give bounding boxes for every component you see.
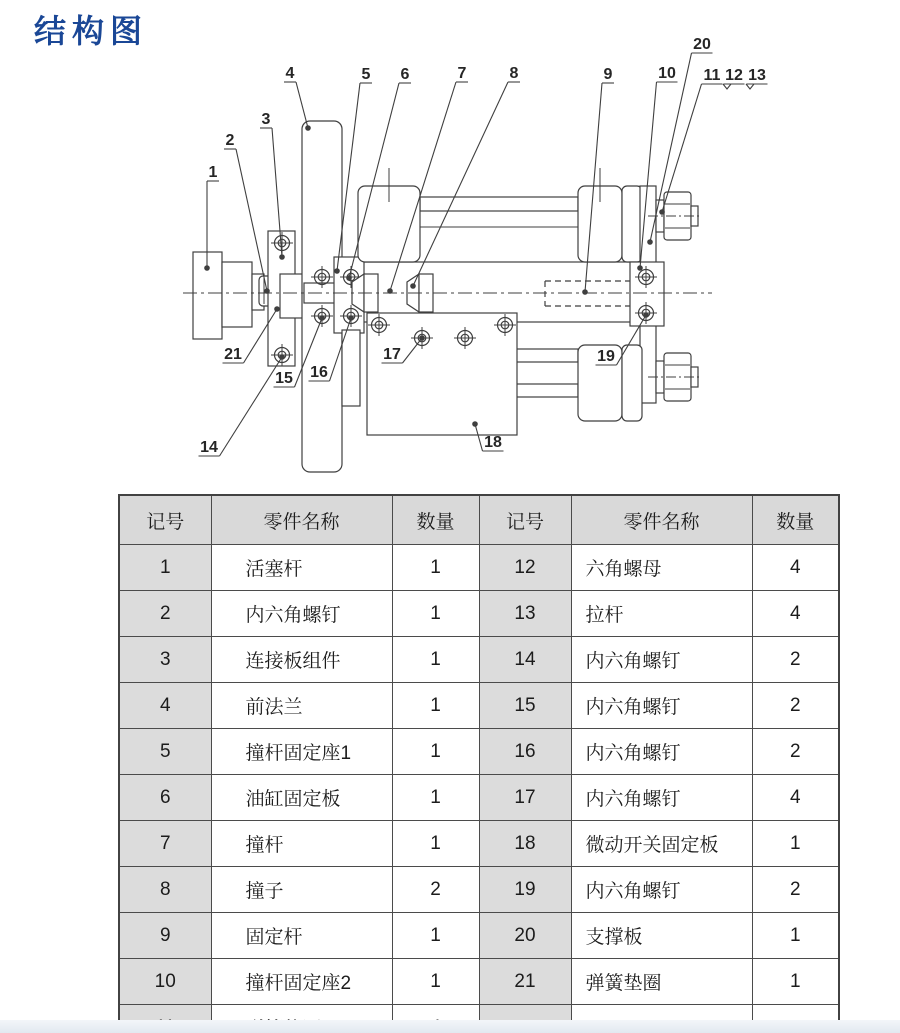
parts-table-header-row bbox=[119, 495, 839, 545]
piston-rod-step bbox=[222, 262, 252, 327]
cell-part-name: 撞杆固定座1 bbox=[211, 729, 392, 775]
column-header-quantity: 数量 bbox=[752, 495, 839, 545]
cell-part-name: 弹簧垫圈 bbox=[571, 959, 752, 1005]
callout-dot bbox=[319, 315, 325, 321]
callout-dot bbox=[647, 239, 653, 245]
callout-number-16: 16 bbox=[310, 364, 328, 381]
cell-quantity: 1 bbox=[752, 959, 839, 1005]
callout-number-9: 9 bbox=[603, 66, 613, 83]
callout-number-10: 10 bbox=[658, 65, 676, 82]
cell-part-name: 固定杆 bbox=[211, 913, 392, 959]
callout-number-2: 2 bbox=[225, 132, 235, 149]
cell-quantity: 4 bbox=[752, 545, 839, 591]
callout-dot bbox=[264, 288, 270, 294]
callout-dot bbox=[582, 289, 588, 295]
callout-number-19: 19 bbox=[597, 348, 615, 365]
callout-number-20: 20 bbox=[693, 36, 711, 53]
column-header-mark: 记号 bbox=[119, 495, 211, 545]
callout-dot bbox=[387, 288, 393, 294]
cell-part-name: 内六角螺钉 bbox=[571, 637, 752, 683]
structure-diagram bbox=[0, 0, 900, 490]
callout-number-13: 13 bbox=[748, 67, 766, 84]
switch-plate bbox=[367, 313, 517, 435]
cell-quantity: 1 bbox=[392, 913, 479, 959]
callout-dot bbox=[274, 306, 280, 312]
callout-dot bbox=[204, 265, 210, 271]
assembly-drawing bbox=[183, 84, 754, 472]
part-row bbox=[119, 591, 839, 637]
callout-number-4: 4 bbox=[285, 65, 295, 82]
callout-number-18: 18 bbox=[484, 434, 502, 451]
part-row bbox=[119, 683, 839, 729]
cell-quantity: 2 bbox=[752, 867, 839, 913]
part-row bbox=[119, 545, 839, 591]
callout-dot bbox=[305, 125, 311, 131]
cell-mark: 15 bbox=[479, 683, 571, 729]
cell-quantity: 1 bbox=[752, 821, 839, 867]
cell-quantity: 4 bbox=[752, 775, 839, 821]
part-row bbox=[119, 959, 839, 1005]
cell-mark: 3 bbox=[119, 637, 211, 683]
hub-block bbox=[280, 274, 304, 318]
parts-table-body bbox=[119, 545, 839, 1033]
column-header-mark: 记号 bbox=[479, 495, 571, 545]
cell-mark: 2 bbox=[119, 591, 211, 637]
cell-mark: 8 bbox=[119, 867, 211, 913]
callout-dot bbox=[643, 312, 649, 318]
cell-mark: 5 bbox=[119, 729, 211, 775]
cell-part-name: 内六角螺钉 bbox=[571, 683, 752, 729]
cell-quantity: 1 bbox=[392, 821, 479, 867]
cell-part-name: 油缸固定板 bbox=[211, 775, 392, 821]
callout-number-7: 7 bbox=[457, 65, 467, 82]
part-row bbox=[119, 775, 839, 821]
callout-number-1: 1 bbox=[208, 164, 218, 181]
end-block-top bbox=[622, 186, 642, 262]
part-row bbox=[119, 867, 839, 913]
callout-dot bbox=[334, 268, 340, 274]
callout-bracket bbox=[723, 84, 754, 89]
callout-dot bbox=[659, 209, 665, 215]
callout-number-15: 15 bbox=[275, 370, 293, 387]
callout-number-6: 6 bbox=[400, 66, 410, 83]
cell-mark: 14 bbox=[479, 637, 571, 683]
callout-dot bbox=[472, 421, 478, 427]
cell-part-name: 前法兰 bbox=[211, 683, 392, 729]
cell-quantity: 1 bbox=[392, 729, 479, 775]
cell-mark: 20 bbox=[479, 913, 571, 959]
cell-part-name: 支撑板 bbox=[571, 913, 752, 959]
cell-part-name: 拉杆 bbox=[571, 591, 752, 637]
cell-quantity: 1 bbox=[392, 545, 479, 591]
cell-quantity: 2 bbox=[752, 637, 839, 683]
cell-part-name: 内六角螺钉 bbox=[571, 867, 752, 913]
cell-part-name: 连接板组件 bbox=[211, 637, 392, 683]
part-row bbox=[119, 637, 839, 683]
page-title: 结构图 bbox=[34, 13, 149, 49]
cell-mark: 17 bbox=[479, 775, 571, 821]
parts-table bbox=[118, 494, 840, 1033]
cell-mark: 10 bbox=[119, 959, 211, 1005]
callout-number-14: 14 bbox=[200, 439, 218, 456]
cell-quantity: 2 bbox=[752, 683, 839, 729]
cell-quantity: 1 bbox=[392, 683, 479, 729]
cell-part-name: 撞杆 bbox=[211, 821, 392, 867]
cell-mark: 9 bbox=[119, 913, 211, 959]
cell-mark: 4 bbox=[119, 683, 211, 729]
cell-part-name: 活塞杆 bbox=[211, 545, 392, 591]
page-bottom-strip bbox=[0, 1020, 900, 1033]
callout-dot bbox=[419, 335, 425, 341]
callout-number-12: 12 bbox=[725, 67, 743, 84]
cell-part-name: 六角螺母 bbox=[571, 545, 752, 591]
cell-part-name: 内六角螺钉 bbox=[571, 729, 752, 775]
cell-mark: 1 bbox=[119, 545, 211, 591]
cell-mark: 7 bbox=[119, 821, 211, 867]
cell-quantity: 1 bbox=[392, 591, 479, 637]
callout-dot bbox=[279, 254, 285, 260]
cell-mark: 19 bbox=[479, 867, 571, 913]
cell-mark: 21 bbox=[479, 959, 571, 1005]
part-row bbox=[119, 821, 839, 867]
part-row bbox=[119, 729, 839, 775]
part-row bbox=[119, 913, 839, 959]
callout-number-8: 8 bbox=[509, 65, 519, 82]
cell-part-name: 撞杆固定座2 bbox=[211, 959, 392, 1005]
callout-leader bbox=[413, 82, 508, 286]
cell-quantity: 1 bbox=[752, 913, 839, 959]
callout-dot bbox=[348, 315, 354, 321]
cell-quantity: 1 bbox=[392, 959, 479, 1005]
column-header-part-name: 零件名称 bbox=[571, 495, 752, 545]
callout-number-3: 3 bbox=[261, 111, 271, 128]
cell-mark: 12 bbox=[479, 545, 571, 591]
column-header-part-name: 零件名称 bbox=[211, 495, 392, 545]
callout-dot bbox=[637, 265, 643, 271]
cell-part-name: 内六角螺钉 bbox=[211, 591, 392, 637]
flange-lower-plate bbox=[342, 330, 360, 406]
tie-rod-top bbox=[420, 197, 578, 211]
callout-leader bbox=[296, 82, 308, 128]
callout-number-21: 21 bbox=[224, 346, 242, 363]
cell-part-name: 撞子 bbox=[211, 867, 392, 913]
cell-quantity: 2 bbox=[752, 729, 839, 775]
callout-leader bbox=[220, 357, 283, 456]
cell-quantity: 1 bbox=[392, 775, 479, 821]
cell-mark: 13 bbox=[479, 591, 571, 637]
callout-number-17: 17 bbox=[383, 346, 401, 363]
end-block-bottom bbox=[622, 345, 642, 421]
callout-number-5: 5 bbox=[361, 66, 371, 83]
callout-dot bbox=[410, 283, 416, 289]
callout-dot bbox=[279, 354, 285, 360]
callout-dot bbox=[346, 275, 352, 281]
callout-number-11: 11 bbox=[703, 67, 721, 84]
cell-part-name: 内六角螺钉 bbox=[571, 775, 752, 821]
cell-mark: 16 bbox=[479, 729, 571, 775]
column-header-quantity: 数量 bbox=[392, 495, 479, 545]
cell-quantity: 4 bbox=[752, 591, 839, 637]
cell-quantity: 1 bbox=[392, 637, 479, 683]
cell-quantity: 2 bbox=[392, 867, 479, 913]
cell-mark: 18 bbox=[479, 821, 571, 867]
cell-mark: 6 bbox=[119, 775, 211, 821]
cell-part-name: 微动开关固定板 bbox=[571, 821, 752, 867]
